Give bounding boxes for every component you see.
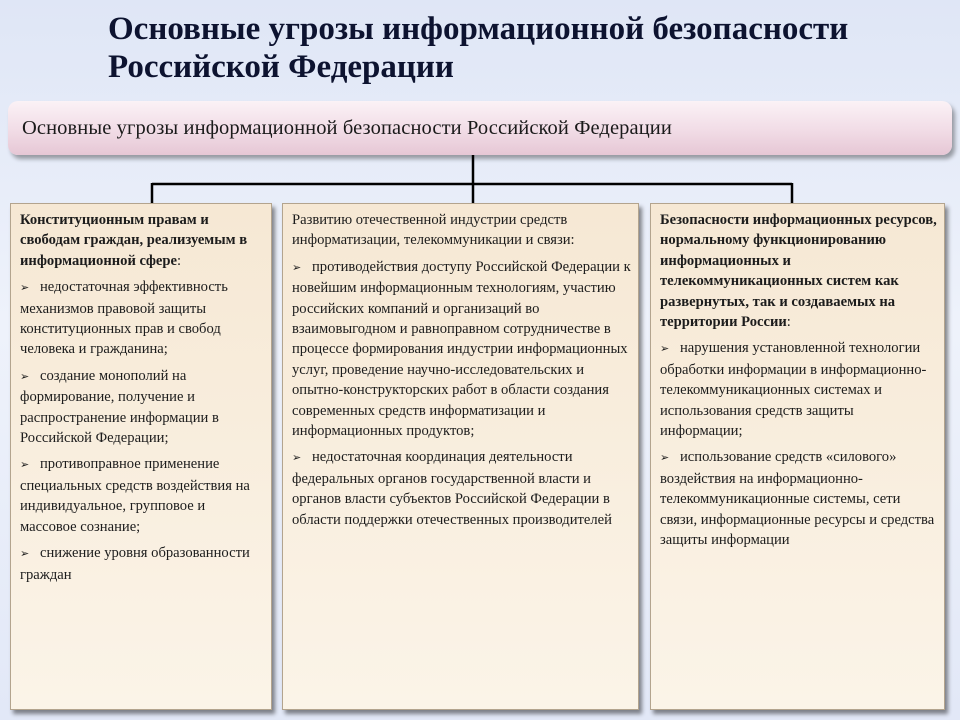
list-item bbox=[20, 454, 265, 537]
list-item bbox=[292, 257, 632, 442]
threat-box-information-resources bbox=[650, 203, 945, 710]
box-header-tail: Развитию отечественной индустрии средств информатизации, телекоммуникации и связи: bbox=[292, 212, 575, 249]
list-item-text: недостаточная координация деятельности федеральных органов государственной власти и органов власти субъектов Российской Федерации в области поддержки отечественных производителей bbox=[292, 449, 612, 528]
list-item bbox=[20, 366, 265, 449]
list-item-text: создание монополий на формирование, получение и распространение информации в Российской Федерации; bbox=[20, 367, 219, 447]
box-header bbox=[292, 210, 632, 251]
box-header-bold: Конституционным правам и свободам граждан, реализуемым в информационной сфере bbox=[20, 212, 248, 269]
slide-title: Основные угрозы информационной безопасности Российской Федерации bbox=[108, 11, 849, 85]
threat-box-constitutional-rights bbox=[10, 203, 272, 710]
list-item-text: нарушения установленной технологии обработки информации в информационно-телекоммуникационных системах и использования средств защиты информации; bbox=[660, 340, 927, 440]
list-item bbox=[660, 338, 938, 441]
list-item bbox=[20, 277, 265, 360]
threat-box-industry-development bbox=[282, 203, 639, 710]
list-item bbox=[292, 447, 632, 530]
box-header bbox=[20, 210, 265, 271]
arrowhead-bullet-icon: ➢ bbox=[660, 342, 670, 356]
box-header-tail: : bbox=[176, 252, 182, 269]
arrowhead-bullet-icon: ➢ bbox=[20, 458, 30, 472]
list-item-text: противодействия доступу Российской Федерации к новейшим информационным технологиям, участию российских компаний и организаций во взаимовыгодном и равноправном сотрудничестве в процессе формирования индустрии информационных услуг, проведение научно-исследовательских и опытно-конструкторских работ в области создания современных средств информатизации и информационных продуктов; bbox=[292, 258, 631, 440]
box-header-bold: Безопасности информационных ресурсов, нормальному функционированию информационных и телекоммуникационных систем как развернутых, так и создаваемых на территории России bbox=[660, 212, 937, 331]
list-item-text: снижение уровня образованности граждан bbox=[20, 545, 250, 583]
arrowhead-bullet-icon: ➢ bbox=[292, 451, 302, 465]
arrowhead-bullet-icon: ➢ bbox=[660, 451, 670, 465]
box-header bbox=[660, 210, 938, 332]
list-item-text: использование средств «силового» воздействия на информационно-телекоммуникационные системы, сети связи, информационные ресурсы и средства защиты информации bbox=[660, 449, 935, 549]
root-node-label: Основные угрозы информационной безопасности Российской Федерации bbox=[22, 116, 672, 139]
root-node bbox=[8, 101, 952, 155]
list-item bbox=[20, 543, 265, 585]
box-header-tail: : bbox=[786, 314, 791, 331]
arrowhead-bullet-icon: ➢ bbox=[292, 260, 302, 274]
arrowhead-bullet-icon: ➢ bbox=[20, 281, 30, 295]
list-item bbox=[660, 447, 938, 550]
arrowhead-bullet-icon: ➢ bbox=[20, 369, 30, 383]
arrowhead-bullet-icon: ➢ bbox=[20, 547, 30, 561]
list-item-text: недостаточная эффективность механизмов правовой защиты конституционных прав и свобод человека и гражданина; bbox=[20, 279, 228, 358]
list-item-text: противоправное применение специальных средств воздействия на индивидуальное, групповое и массовое сознание; bbox=[20, 456, 250, 535]
